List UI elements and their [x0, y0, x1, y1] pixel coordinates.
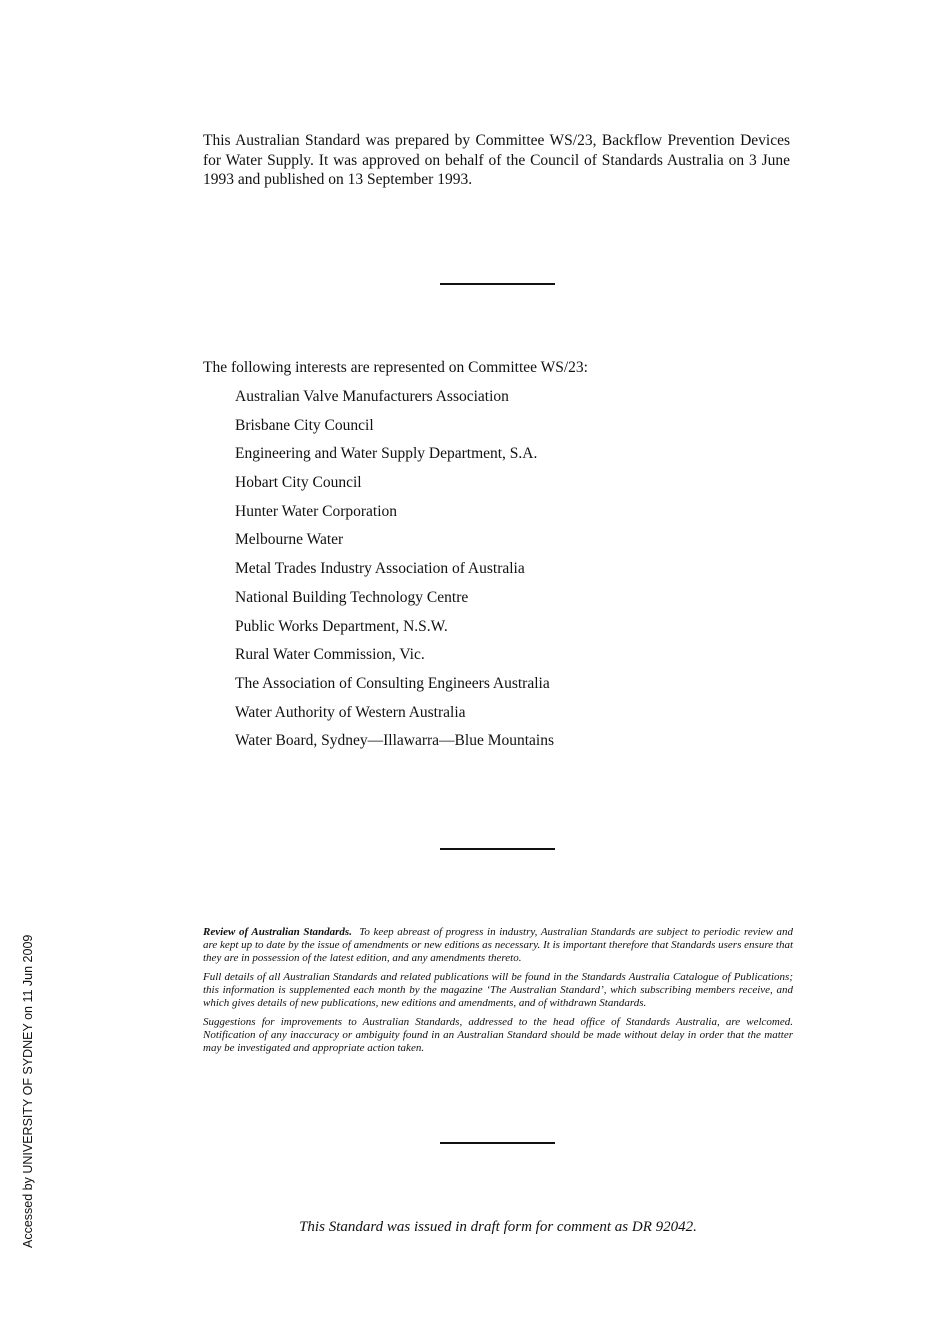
list-item: Water Authority of Western Australia: [235, 703, 466, 721]
review-text: To keep abreast of progress in industry, Australian Standards are subject to periodic review and are kept up to date by the issue of amendments or new editions as necessary. It is important therefore that Standards users ensure that they are in possession of the latest edition, and any amendments thereto.: [203, 926, 793, 964]
list-item: The Association of Consulting Engineers Australia: [235, 674, 550, 692]
list-item: National Building Technology Centre: [235, 588, 469, 606]
list-item: Metal Trades Industry Association of Australia: [235, 560, 525, 578]
list-item: Melbourne Water: [235, 531, 344, 549]
list-item: Hunter Water Corporation: [235, 502, 398, 520]
section-divider: [440, 848, 555, 850]
details-paragraph: Full details of all Australian Standards and related publications will be found in the Standards Australia Catalogue of Publications; this information is supplemented each month by the magazine ‘The Australian Standard’, which subscribing members receive, and which gives details of new publications, new editions and amendments, and of withdrawn Standards.: [203, 971, 793, 1009]
list-item: Brisbane City Council: [235, 416, 374, 434]
review-notes: [203, 926, 793, 1061]
review-lead: Review of Australian Standards.: [203, 926, 352, 938]
review-paragraph: [203, 926, 793, 965]
section-divider: [440, 1142, 555, 1144]
suggestions-paragraph: Suggestions for improvements to Australian Standards, addressed to the head office of Standards Australia, are welcomed. Notification of any inaccuracy or ambiguity found in an Australian Standard should be made without delay in order that the matter may be investigated and appropriate action taken.: [203, 1016, 793, 1054]
committee-interests-list: [235, 387, 554, 760]
committee-interests-heading: The following interests are represented on Committee WS/23:: [203, 359, 588, 376]
draft-note: This Standard was issued in draft form for comment as DR 92042.: [299, 1219, 697, 1235]
list-item: Rural Water Commission, Vic.: [235, 646, 425, 664]
list-item: Engineering and Water Supply Department, S.A.: [235, 445, 538, 463]
intro-paragraph: This Australian Standard was prepared by Committee WS/23, Backflow Prevention Devices for Water Supply. It was approved on behalf of the Council of Standards Australia on 3 June 1993 and published on 13 September 1993.: [203, 132, 790, 188]
section-divider: [440, 283, 555, 285]
list-item: Hobart City Council: [235, 474, 362, 492]
access-watermark: Accessed by UNIVERSITY OF SYDNEY on 11 Jun 2009: [21, 934, 35, 1248]
list-item: Australian Valve Manufacturers Association: [235, 388, 509, 405]
list-item: Water Board, Sydney—Illawarra—Blue Mountains: [235, 732, 555, 750]
list-item: Public Works Department, N.S.W.: [235, 617, 448, 635]
